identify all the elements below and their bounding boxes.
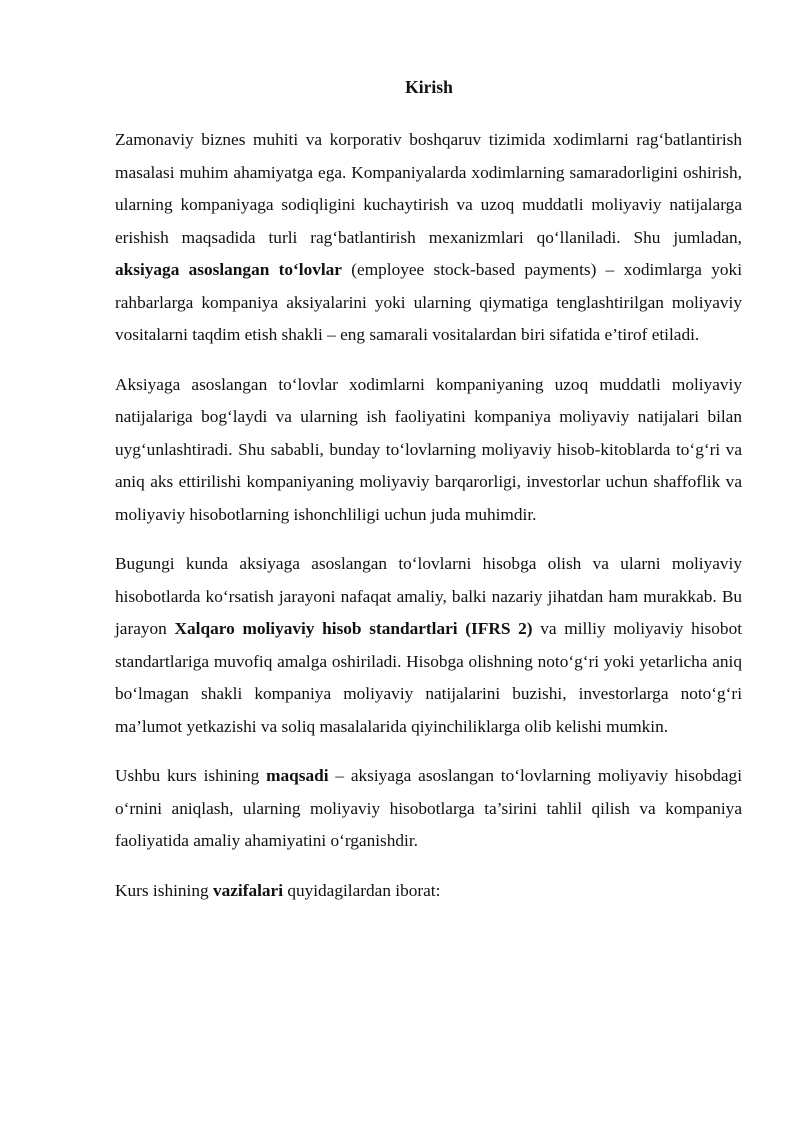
bold-term: maqsadi	[266, 766, 329, 785]
document-body	[115, 124, 742, 924]
paragraph-text: Zamonaviy biznes muhiti va korporativ boshqaruv tizimida xodimlarni rag‘batlantirish masalasi muhim ahamiyatga ega. Kompaniyalarda xodimlarning samaradorligini oshirish, ularning kompaniyaga sodiqligini kuchaytirish va uzoq muddatli moliyaviy natijalarga erishish maqsadida turli rag‘batlantirish mexanizmlari qo‘llaniladi. Shu jumladan,	[115, 130, 742, 247]
bold-term: Xalqaro moliyaviy hisob standartlari (IFRS 2)	[174, 619, 533, 638]
bold-term: aksiyaga asoslangan to‘lovlar	[115, 260, 342, 279]
paragraph-text: Bugungi kunda aksiyaga asoslangan to‘lovlarni hisobga olish va ularni moliyaviy hisobotlarda ko‘rsatish jarayoni nafaqat amaliy, balki nazariy jihatdan ham murakkab. Bu jarayon	[115, 554, 742, 638]
paragraph-goal	[115, 760, 742, 858]
bold-term: vazifalari	[212, 880, 283, 900]
paragraph-importance	[115, 369, 742, 532]
page-title: Kirish	[405, 77, 453, 97]
paragraph-text: quyidagilardan iborat:	[283, 880, 441, 900]
paragraph-text: va milliy moliyaviy hisobot standartlariga muvofiq amalga oshiriladi. Hisobga olishning noto‘g‘ri yoki yetarlicha aniq bo‘lmagan shakli kompaniya moliyaviy natijalarini buzishi, investorlarga noto‘g‘ri ma’lumot yetkazishi va soliq masalalarida qiyinchiliklarga olib kelishi mumkin.	[115, 619, 743, 736]
paragraph-text: Aksiyaga asoslangan to‘lovlar xodimlarni kompaniyaning uzoq muddatli moliyaviy natijalariga bog‘laydi va ularning ish faoliyatini kompaniya moliyaviy natijalari bilan uyg‘unlashtiradi. Shu sababli, bunday to‘lovlarning moliyaviy hisob-kitoblarda to‘g‘ri va aniq aks ettirilishi kompaniyaning moliyaviy barqarorligi, investorlar uchun shaffoflik va moliyaviy hisobotlarning ishonchliligi uchun juda muhimdir.	[115, 374, 742, 524]
paragraph-accounting	[115, 548, 742, 743]
paragraph-text: – aksiyaga asoslangan to‘lovlarning moliyaviy hisobdagi o‘rnini aniqlash, ularning moliyaviy hisobotlarga ta’sirini tahlil qilish va kompaniya faoliyatida amaliy ahamiyatini o‘rganishdir.	[115, 766, 742, 850]
paragraph-tasks	[115, 875, 742, 908]
paragraph-text: (employee stock-based payments) – xodimlarga yoki rahbarlarga kompaniya aksiyalarini yoki ularning qiymatiga tenglashtirilgan moliyaviy vositalarni taqdim etish shakli – eng samarali vositalardan biri sifatida e’tirof etiladi.	[115, 260, 742, 344]
paragraph-text: Ushbu kurs ishining	[115, 766, 267, 785]
paragraph-text: Kurs ishining	[115, 880, 213, 900]
paragraph-introduction	[115, 124, 742, 352]
